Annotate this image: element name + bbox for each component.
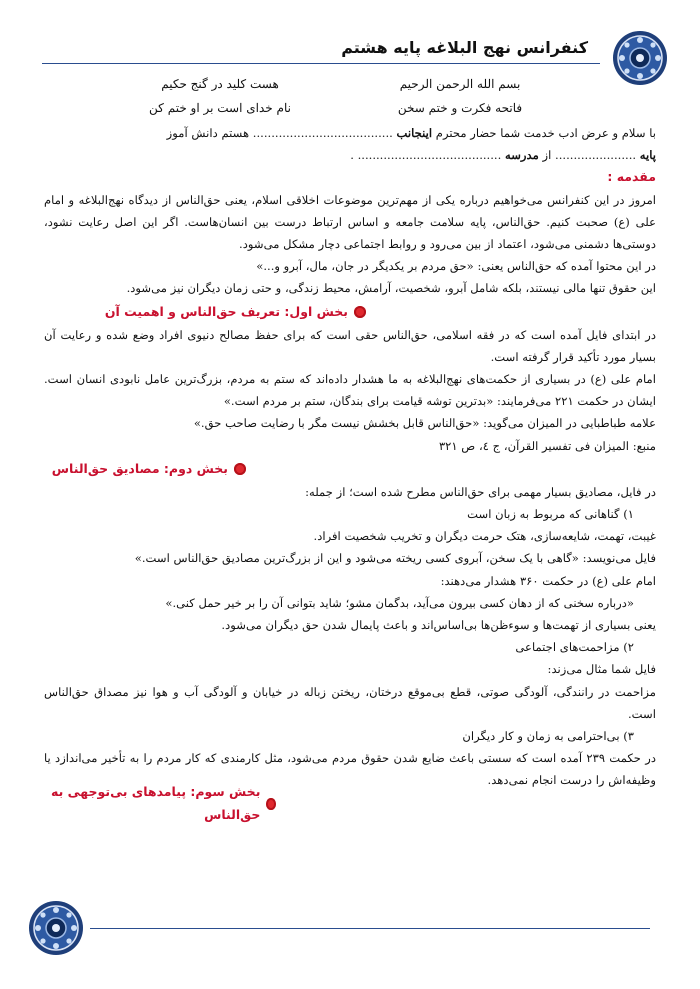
poem-line xyxy=(120,72,560,96)
list-item-title: ۳) بی‌احترامی به زمان و کار دیگران xyxy=(462,729,634,744)
paragraph: امام علی (ع) در حکمت ۳۶۰ هشدار می‌دهند: xyxy=(440,573,656,588)
paragraph: در حکمت ۲۳۹ آمده است که سستی باعث ضایع شدن حقوق مردم می‌شود، مثل کارمندی که کار مردم را به تأخیر می‌اندازد یا وظیفه‌اش را درست انجام نمی‌دهد. xyxy=(44,751,656,788)
section-heading: بخش سوم: پیامدهای بی‌توجهی به حق‌الناس xyxy=(44,792,656,816)
paragraph: امروز در این کنفرانس می‌خواهیم درباره یکی از مهم‌ترین موضوعات اخلاقی اسلام، یعنی حق‌الناس از دیدگاه نهج‌البلاغه و امام علی (ع) صحبت کنیم. حق‌الناس، پایه سلامت جامعه و اساس ارتباط درست بین انسان‌هاست. اگر این اصل رعایت نشود، دوستی‌ها دشمنی می‌شود، اعتماد از بین می‌رود و روابط اجتماعی دچار مشکل می‌شود. xyxy=(44,192,656,252)
paragraph: فایل شما مثال می‌زند: xyxy=(547,662,656,677)
greeting-line: پایه ...................... از مدرسه ....................................... . xyxy=(350,148,656,163)
header-divider xyxy=(42,63,600,64)
poem-verse: بسم الله الرحمن الرحیم xyxy=(399,77,521,91)
paragraph: مزاحمت در رانندگی، آلودگی صوتی، قطع بی‌موقع درختان، ریختن زباله در خیابان و آلودگی آب و هوا نیز مصداق حق‌الناس است. xyxy=(44,684,656,721)
source-citation: منبع: المیزان فی تفسیر القرآن، ج ٤، ص ۳۲۱ xyxy=(438,438,656,453)
paragraph: در این محتوا آمده که حق‌الناس یعنی: «حق مردم بر یکدیگر در جان، مال، آبرو و...» xyxy=(256,259,656,274)
paragraph: فایل می‌نویسد: «گاهی با یک سخن، آبروی کسی ریخته می‌شود و این از بزرگ‌ترین مصادیق حق‌الناس است.» xyxy=(134,551,656,566)
poem-verse: فاتحه فکرت و ختم سخن xyxy=(397,101,523,115)
list-item-title: ۱) گناهانی که مربوط به زبان است xyxy=(467,507,634,522)
opening-poem xyxy=(120,72,560,120)
red-circle-bullet-icon xyxy=(354,306,366,318)
paragraph: در ابتدای فایل آمده است که در فقه اسلامی، حق‌الناس حقی است که برای حفظ مصالح دنیوی افراد وضع شده و رعایت آن بسیار مورد تأکید قرار گرفته است. xyxy=(44,327,656,364)
ornament-medallion-icon xyxy=(612,30,668,86)
paragraph: علامه طباطبایی در المیزان می‌گوید: «حق‌الناس قابل بخشش نیست مگر با رضایت صاحب حق.» xyxy=(193,416,656,431)
paragraph: غیبت، تهمت، شایعه‌سازی، هتک حرمت دیگران و تخریب شخصیت افراد. xyxy=(313,529,656,544)
paragraph: یعنی بسیاری از تهمت‌ها و سوءظن‌ها بی‌اساس‌اند و باعث پایمال شدن حق دیگران می‌شود. xyxy=(221,618,656,633)
intro-heading: مقدمه : xyxy=(607,169,656,185)
paragraph: این حقوق تنها مالی نیستند، بلکه شامل آبرو، شخصیت، آرامش، محیط زندگی، و حتی زمان دیگران نیز می‌شود. xyxy=(126,281,656,296)
paragraph: امام علی (ع) در بسیاری از حکمت‌های نهج‌البلاغه به ما هشدار داده‌اند که ستم به مردم، بزرگ‌ترین عامل نابودی انسان است. ایشان در حکمت ۲۲۱ می‌فرمایند: «بدترین توشه قیامت برای بندگان، ستم بر مردم است.» xyxy=(44,372,656,409)
red-circle-bullet-icon xyxy=(234,463,246,475)
poem-verse: نام خدای است بر او ختم کن xyxy=(149,101,291,115)
list-item-title: ۲) مزاحمت‌های اجتماعی xyxy=(515,640,634,655)
red-circle-bullet-icon xyxy=(266,798,276,810)
paragraph: در فایل، مصادیق بسیار مهمی برای حق‌الناس مطرح شده است؛ از جمله: xyxy=(305,484,656,499)
poem-line xyxy=(120,96,560,120)
ornament-medallion-icon xyxy=(28,900,84,956)
footer-divider xyxy=(90,928,650,929)
greeting-line: با سلام و عرض ادب خدمت شما حضار محترم اینجانب ...................................... هستم دانش آموز xyxy=(166,126,656,140)
page-title: کنفرانس نهج البلاغه پایه هشتم xyxy=(341,38,588,57)
quote: «درباره سخنی که از دهان کسی بیرون می‌آید، بدگمان مشو؛ شاید بتوانی آن را بر خیر حمل کنی.» xyxy=(165,595,634,610)
section-heading: بخش دوم: مصادیق حق‌الناس xyxy=(44,457,656,481)
section-heading: بخش اول: تعریف حق‌الناس و اهمیت آن xyxy=(44,300,656,324)
poem-verse: هست کلید در گنج حکیم xyxy=(161,77,279,91)
document-body xyxy=(44,122,656,822)
